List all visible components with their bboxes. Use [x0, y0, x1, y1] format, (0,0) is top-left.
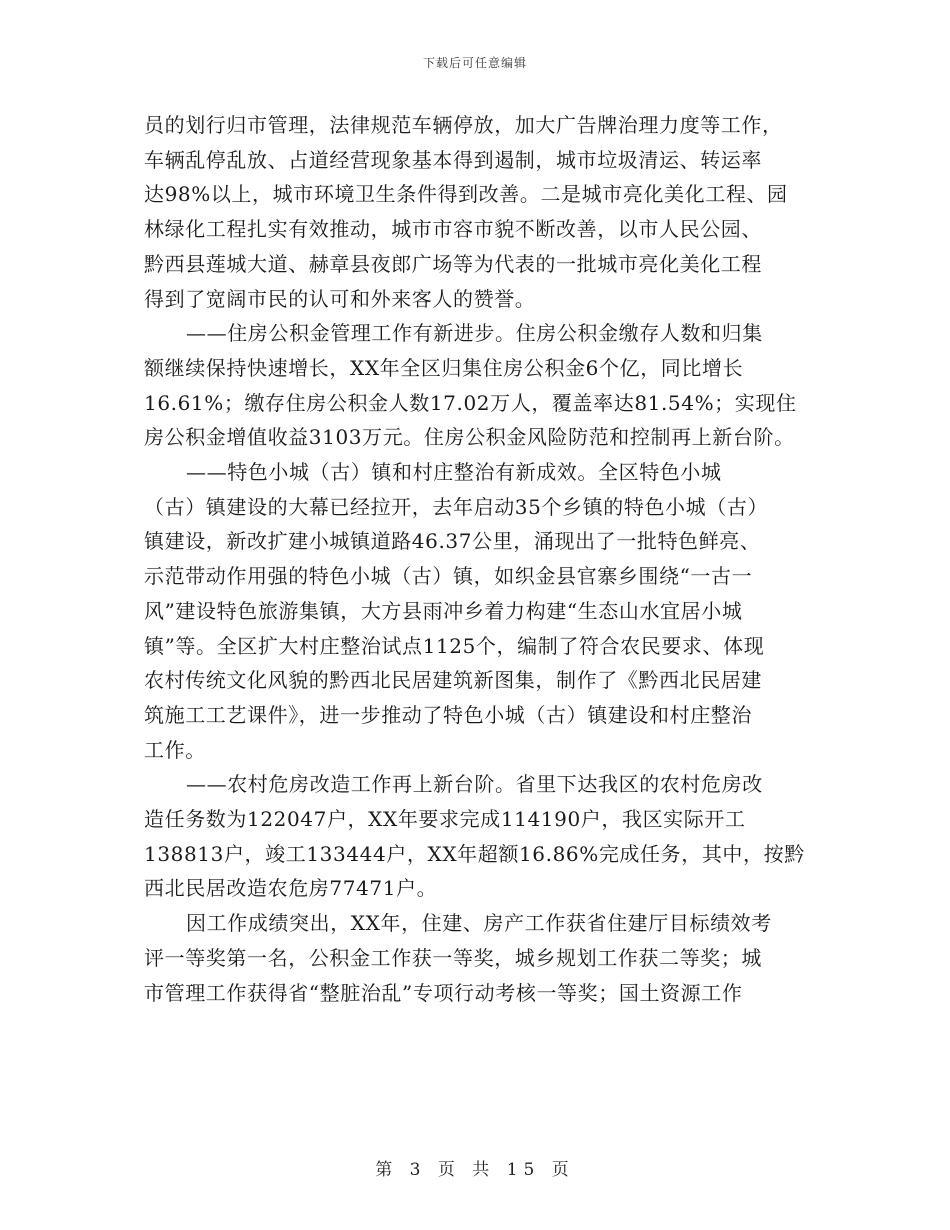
page-number: 第 3 页 共 15 页: [375, 1160, 575, 1180]
header-note: 下载后可任意编辑: [422, 56, 527, 70]
text-line: 示范带动作用强的特色小城（古）镇，如织金县官寨乡围绕“一古一: [144, 564, 753, 589]
text-line: 造任务数为122047户，XX年要求完成114190户，我区实际开工: [144, 807, 746, 832]
text-line: 镇”等。全区扩大村庄整治试点1125个，编制了符合农民要求、体现: [144, 633, 765, 658]
text-line: 筑施工工艺课件》，进一步推动了特色小城（古）镇建设和村庄整治: [144, 702, 752, 727]
text-line: 农村传统文化风貌的黔西北民居建筑新图集，制作了《黔西北民居建: [144, 668, 762, 693]
text-line: 黔西县莲城大道、赫章县夜郎广场等为代表的一批城市亮化美化工程: [144, 251, 762, 276]
paragraph-first-line: ——住房公积金管理工作有新进步。住房公积金缴存人数和归集: [186, 321, 763, 346]
text-line: 林绿化工程扎实有效推动，城市市容市貌不断改善，以市人民公园、: [144, 217, 762, 242]
text-line: 工作。: [144, 737, 206, 762]
paragraph-first-line: ——特色小城（古）镇和村庄整治有新成效。全区特色小城: [186, 460, 722, 485]
text-line: 车辆乱停乱放、占道经营现象基本得到遏制，城市垃圾清运、转运率: [144, 147, 762, 172]
text-line: 员的划行归市管理，法律规范车辆停放，加大广告牌治理力度等工作，: [144, 113, 783, 137]
paragraph-first-line: ——农村危房改造工作再上新台阶。省里下达我区的农村危房改: [186, 772, 763, 797]
text-line: 额继续保持快速增长，XX年全区归集住房公积金6个亿，同比增长: [144, 355, 744, 380]
text-line: 房公积金增值收益3103万元。住房公积金风险防范和控制再上新台阶。: [144, 425, 795, 450]
text-line: 西北民居改造农危房77471户。: [144, 876, 438, 901]
text-line: 风”建设特色旅游集镇，大方县雨冲乡着力构建“生态山水宜居小城: [144, 598, 743, 623]
text-line: （古）镇建设的大幕已经拉开，去年启动35个乡镇的特色小城（古）: [144, 494, 769, 519]
text-line: 镇建设，新改扩建小城镇道路46.37公里，涌现出了一批特色鲜亮、: [144, 529, 761, 554]
body-text: [144, 108, 806, 1010]
text-line: 138813户，竣工133444户，XX年超额16.86%完成任务，其中，按黔: [144, 841, 805, 866]
text-line: 得到了宽阔市民的认可和外来客人的赞誉。: [144, 286, 536, 311]
text-line: 市管理工作获得省“整脏治乱”专项行动考核一等奖；国土资源工作: [144, 980, 743, 1005]
text-line: 评一等奖第一名，公积金工作获一等奖，城乡规划工作获二等奖；城: [144, 945, 762, 970]
paragraph-first-line: 因工作成绩突出，XX年，住建、房产工作获省住建厅目标绩效考: [186, 911, 772, 936]
text-line: 达98%以上，城市环境卫生条件得到改善。二是城市亮化美化工程、园: [144, 182, 788, 207]
text-line: 16.61%；缴存住房公积金人数17.02万人，覆盖率达81.54%；实现住: [144, 390, 797, 415]
